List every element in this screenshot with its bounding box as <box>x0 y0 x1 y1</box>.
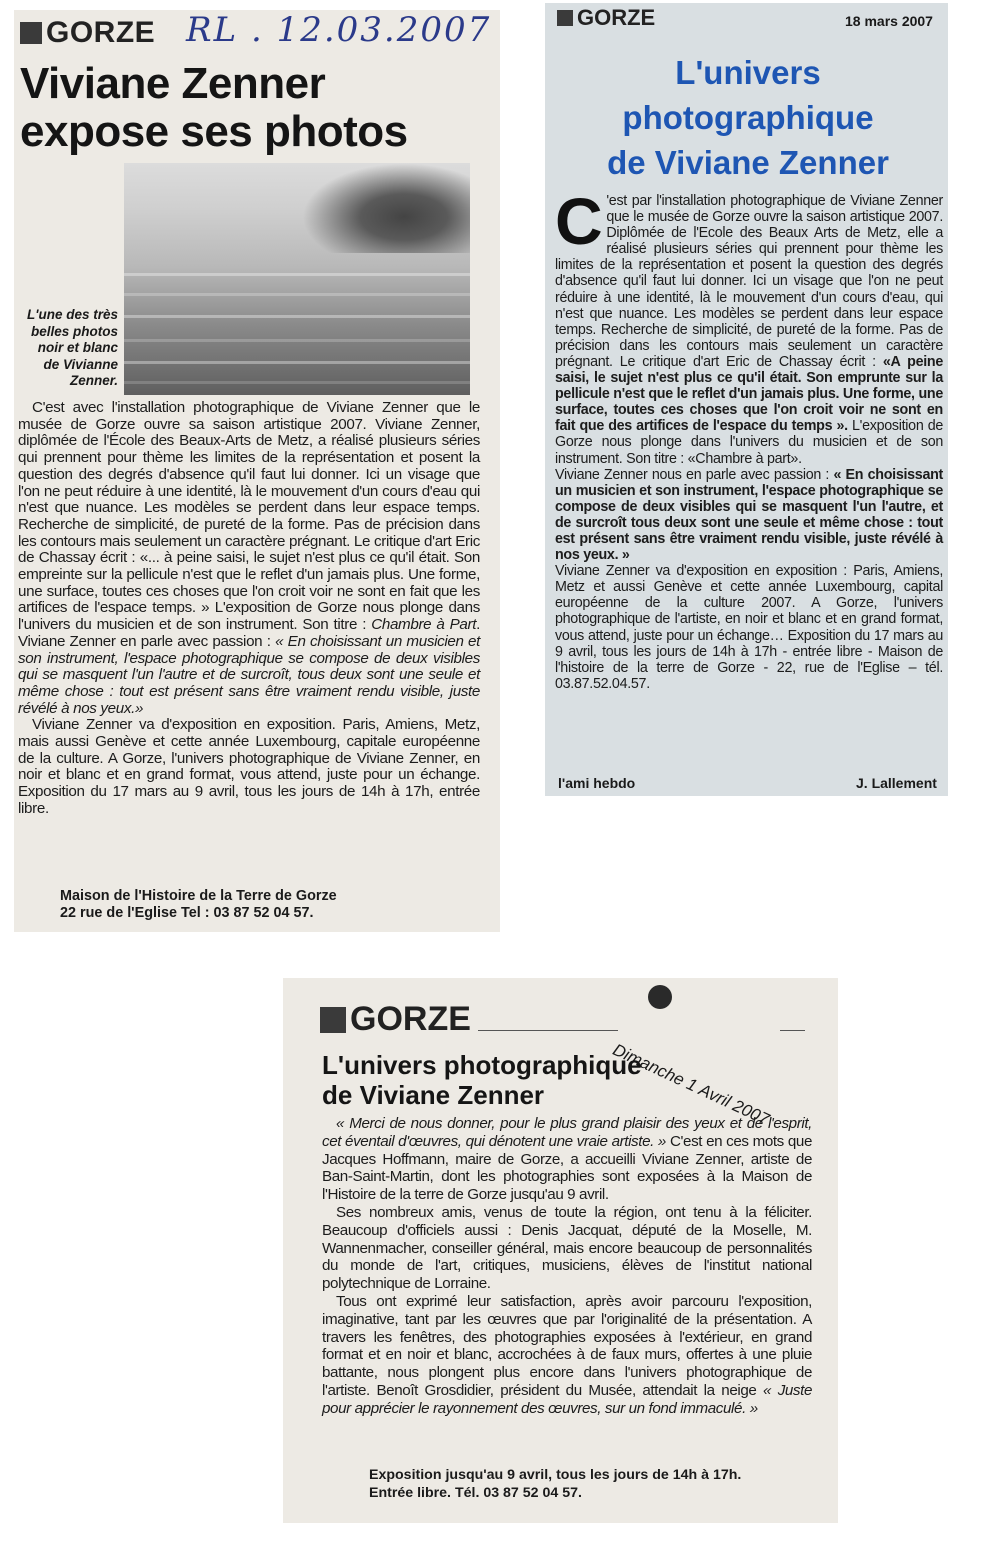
paragraph: « Merci de nous donner, pour le plus grand plaisir des yeux et de l'esprit, cet éventail d'œuvres, qui dénotent une vraie artiste. » C'est en ces mots que Jacques Hoffmann, maire de Gorze, a accueilli Viviane Zenner, artiste de Ban-Saint-Martin, dont les photographies sont exposées à la Maison de l'Histoire de la terre de Gorze jusqu'au 9 avril. <box>322 1115 812 1204</box>
headline-1 <box>20 60 490 156</box>
headline-line-2: expose ses photos <box>20 107 408 156</box>
paragraph: Tous ont exprimé leur satisfaction, après avoir parcouru l'exposition, imaginative, tant par les œuvres que par l'originalité de la présentation. A travers les fenêtres, des photographies exposées à l'extérieur, en grand format et en noir et blanc, accrochées à de faux murs, offertes à une pluie battante, nous plongent plus encore dans l'univers photographique de l'artiste. Benoît Grosdidier, président du Musée, attendait la neige « Juste pour apprécier le rayonnement des œuvres, sur un fond immaculé. » <box>322 1292 812 1417</box>
water-photo <box>124 163 470 395</box>
tree-silhouette <box>302 163 470 253</box>
article-body-3 <box>322 1115 812 1418</box>
source-credit: l'ami hebdo <box>558 775 636 791</box>
stamp-date: Dimanche 1 Avril 2007 <box>609 1040 773 1130</box>
footer-address-1: Maison de l'Histoire de la Terre de Gorze 22 rue de l'Eglise Tel : 03 87 52 04 57. <box>60 888 337 921</box>
photo-caption: L'une des très belles photos noir et blanc de Vivianne Zenner. <box>27 307 118 388</box>
rubric-label: GORZE <box>350 1000 471 1038</box>
rubric-square-icon <box>320 1007 346 1033</box>
author-credit: J. Lallement <box>856 775 937 791</box>
headline-line-1: Viviane Zenner <box>20 59 326 108</box>
headline-3: L'univers photographique de Viviane Zenner <box>322 1050 642 1110</box>
footer-info-3: Exposition jusqu'au 9 avril, tous les jours de 14h à 17h. Entrée libre. Tél. 03 87 52 04 57. <box>369 1467 742 1501</box>
rubric-label: GORZE <box>577 5 656 30</box>
date-2: 18 mars 2007 <box>845 13 933 29</box>
handwritten-date: RL . 12.03.2007 <box>186 10 492 50</box>
rubric-gorze-1 <box>20 16 155 50</box>
article-body-1 <box>18 400 480 818</box>
paper-logo-icon <box>648 985 672 1009</box>
paragraph: C'est avec l'installation photographique de Viviane Zenner que le musée de Gorze ouvre sa saison artistique 2007. Viviane Zenner, diplômée de l'École des Beaux-Arts de Metz, a réalisé plusieurs séries qui prennent pour thème les limites de la représentation et posent la question des degrés d'absence qu'il faut lui donner. Ici un visage que l'on ne peut réduire à une identité, là le mouvement d'un cours d'eau qui n'est que nuance. Les modèles se perdent dans leur espace temps. Recherche de simplicité, de pureté de la forme. Pas de précision dans les contours mais seulement un caractère prégnant. Le critique d'art Eric de Chassay écrit : «... à peine saisi, le sujet n'est plus ce qu'il était. Son empreinte sur la pellicule n'est que le reflet d'un jamais plus. Une forme, une surface, toutes ces choses que l'on croit voir ne sont en fait que les artifices de l'espace temps. » L'exposition de Gorze nous plonge dans l'univers du musicien et de son instrument. Son titre : Chambre à Part. Viviane Zenner en parle avec passion : « En choisissant un musicien et son instrument, l'espace photographique se compose de deux visibles qui se masquent l'un l'autre et de surcroît, tous deux sont une seule et même chose : tout est présent sans être vraiment rendu visible, juste révélé à nos yeux.» <box>18 399 480 717</box>
article-body-2: C 'est par l'installation photographique de Viviane Zenner que le musée de Gorze ouvre la saison artistique 2007. Diplômée de l'Ecole des Beaux Arts de Metz, elle a réalisé plusieurs séries qui prennent pour thème les limites de la représentation et posent la question des degrés d'absence qu'il faut lui donner. Ici un visage que l'on ne peut réduire à une identité, là le mouvement d'un cours d'eau, qui n'est que nuance. Les modèles se perdent dans leur espace temps. Recherche de simplicité, de pureté de la forme. Pas de précision dans les contours mais seulement un caractère prégnant. Le critique d'art Eric de Chassay écrit : «A peine saisi, le sujet n'est plus ce qu'il était. Son emprunte sur la pellicule n'est que le reflet d'un jamais plus. Une forme, une surface, toutes ces choses que l'on croit voir ne sont en fait que des artifices de l'espace du temps ». L'exposition de Gorze nous plonge dans l'univers du musicien et de son instrument. Son titre : «Chambre à part». Viviane Zenner nous en parle avec passion : « En choisissant un musicien et son instrument, l'espace photographique se compose de deux visibles qui se masquent l'un l'autre, et de surcroît tous deux sont une seule et même chose : tout est présent sans être vraiment rendu visible, juste révélé à nos yeux. » Viviane Zenner va d'exposition en exposition : Paris, Amiens, Metz et aussi Genève et cette année Luxembourg, capital européenne de la culture 2007. A Gorze, l'univers photographique de l'artiste, en noir et blanc et en grand format, vous attend, juste pour un échange… Exposition du 17 mars au 9 avril, tous les jours de 14h à 17h - entrée libre - Maison de l'histoire de la terre de Gorze - 22, rue de l'Eglise – tél. 03.87.52.04.57. <box>555 184 944 692</box>
rubric-square-icon <box>557 10 573 26</box>
rubric-rule-right <box>780 1030 805 1031</box>
headline-2: L'univers photographique de Viviane Zenner <box>607 54 889 181</box>
rubric-square-icon <box>20 22 42 44</box>
rubric-gorze-2 <box>557 5 655 31</box>
rubric-rule <box>478 1030 618 1031</box>
rubric-gorze-3 <box>320 1000 471 1039</box>
drop-cap: C <box>555 184 603 258</box>
paragraph: Viviane Zenner va d'exposition en exposition. Paris, Amiens, Metz, mais aussi Genève et cette année Luxembourg, capitale européenne de la culture. A Gorze, l'univers photographique de Viviane Zenner, en noir et blanc et en grand format, vous attend, juste pour un échange. Exposition du 17 mars au 9 avril, tous les jours de 14h à 17h, entrée libre. <box>18 716 480 817</box>
rubric-label: GORZE <box>46 16 156 49</box>
paragraph: Ses nombreux amis, venus de toute la région, ont tenu à la féliciter. Beaucoup d'officiels aussi : Denis Jacquat, député de la Moselle, M. Wannenmacher, conseiller général, mais encore beaucoup de personnalités du monde de l'art, critiques, musiciens, élèves de l'institut national polytechnique de Lorraine. <box>322 1203 812 1293</box>
